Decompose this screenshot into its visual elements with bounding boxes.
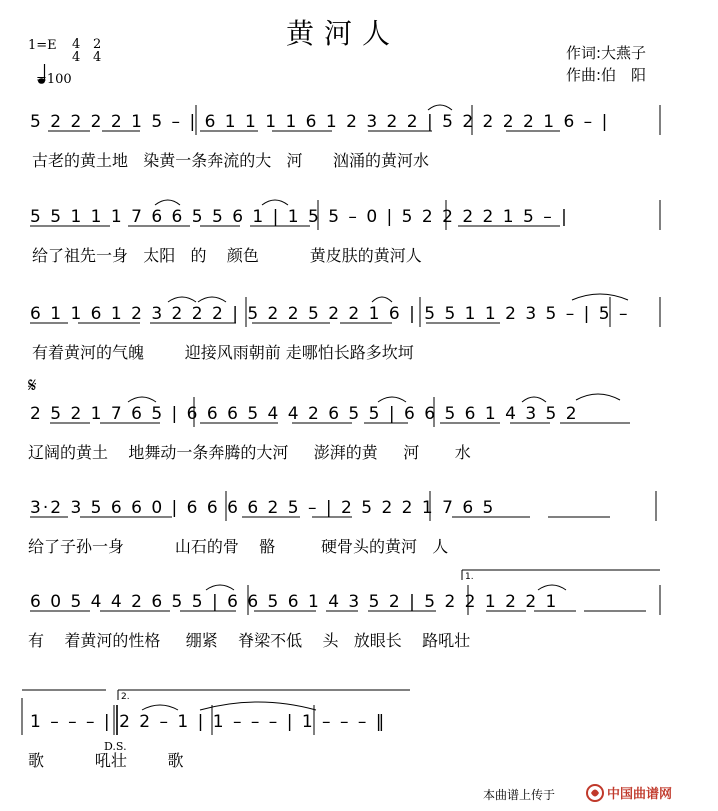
time-signature-2	[93, 38, 101, 64]
notation-text: 6 1 1 6 1 2 3 2 2 2 | 5 2 2 5 2 2 1 6 | 5 5 1 1 2 3 5 – | 5 –	[30, 304, 630, 324]
notation-text: 5 5 1 1 1 7 6 6 5 5 6 1 | 1 5 5 – 0 | 5 2 2 2 2 1 5 – |	[30, 207, 569, 227]
score-row-7	[0, 692, 686, 780]
composer-credit: 作曲:伯 阳	[566, 66, 647, 84]
notation-text: 3·2 3 5 6 6 0 | 6 6 6 6 2 5 – | 2 5 2 2 1 7 6 5	[30, 498, 496, 518]
time-signature-bottom: 4	[72, 50, 81, 65]
lyric-line: 给了祖先一身 太阳 的 颜色 黄皮肤的黄河人	[32, 246, 422, 265]
lyric-line: 歌 吼壮 歌	[28, 751, 184, 770]
score-row-5	[0, 486, 686, 566]
time-signature-1	[72, 38, 80, 64]
lyricist-credit: 作词:大燕子	[566, 44, 647, 62]
lyric-line: 有 着黄河的性格 绷紧 脊梁不低 头 放眼长 路吼壮	[28, 631, 471, 650]
score-row-6	[0, 572, 686, 660]
segno-mark: 𝄋	[28, 373, 37, 397]
lyric-line: 给了子孙一身 山石的骨 骼 硬骨头的黄河 人	[28, 537, 449, 556]
lyric-line: 有着黄河的气魄 迎接风雨朝前 走哪怕长路多坎坷	[32, 343, 414, 362]
lyric-line: 辽阔的黄土 地舞动一条奔腾的大河 澎湃的黄 河 水	[28, 443, 471, 462]
time-signature-bottom: 4	[93, 50, 102, 65]
time-signature-top: 2	[93, 37, 102, 52]
score-row-3	[0, 292, 686, 372]
volta-1-label: 1.	[465, 572, 474, 582]
site-logo	[585, 782, 680, 804]
score-row-1	[0, 100, 686, 180]
lyric-line: 古老的黄土地 染黄一条奔流的大 河 汹涌的黄河水	[32, 151, 430, 170]
upload-note: 本曲谱上传于	[483, 788, 556, 802]
dal-segno-mark: D.S.	[104, 740, 127, 753]
notation-text: 2 5 2 1 7 6 5 | 6 6 6 5 4 4 2 6 5 5 | 6 6 5 6 1 4 3 5 2	[30, 404, 579, 424]
score-row-2	[0, 195, 686, 275]
page-title: 黄河人	[285, 17, 400, 50]
time-signature-top: 4	[72, 37, 81, 52]
credits	[566, 42, 646, 86]
notation-text: 6 0 5 4 4 2 6 5 5 | 6 6 5 6 1 4 3 5 2 | 5 2 2 1 2 2 1	[30, 592, 559, 612]
tempo-marking: =100	[36, 72, 72, 87]
key-signature: 1=E	[28, 38, 57, 53]
notation-text: 1 – – – | 2 2 – 1 | 1 – – – | 1 – – – ‖	[30, 712, 387, 732]
score-row-4	[0, 392, 686, 472]
notation-text: 5 2 2 2 2 1 5 – | 6 1 1 1 1 6 1 2 3 2 2 | 5 2 2 2 2 1 6 – |	[30, 112, 610, 132]
logo-text: 中国曲谱网	[607, 787, 673, 802]
volta-2-label: 2.	[121, 692, 130, 702]
